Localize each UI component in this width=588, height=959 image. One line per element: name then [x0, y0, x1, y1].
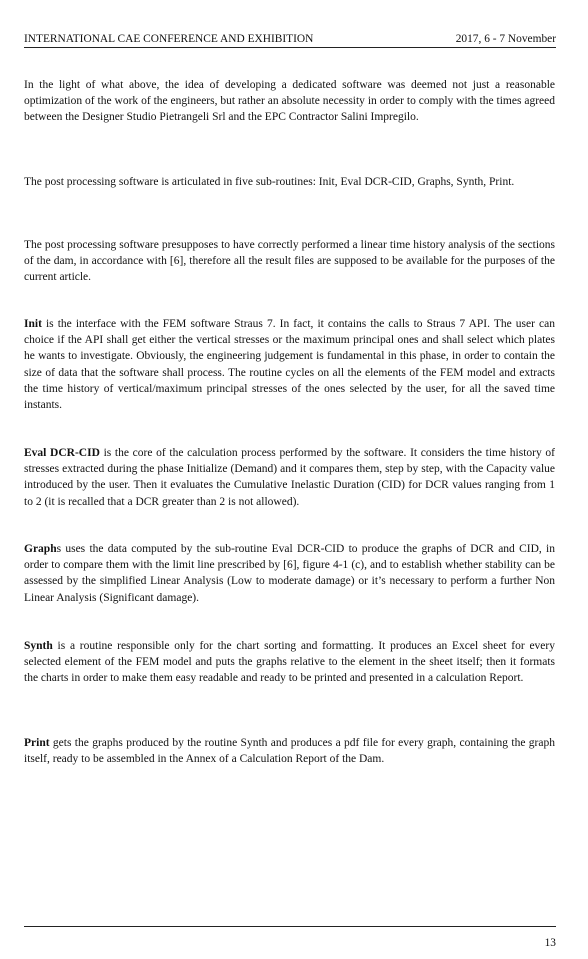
paragraph-text: is the interface with the FEM software Straus 7. In fact, it contains the calls to Straus 7 API. The user can choice if the API shall get either the vertical stresses or the maximum principal ones and shall select which plates he wants to investigate. Obviously, the engineering judgement is fundamental in this phase, in order to contain the size of data that the software shall process. The routine cycles on all the elements of the FEM model and extracts the time history of vertical/maximum principal stresses of the ones selected by the user, for all the saved time instants. [24, 318, 555, 412]
paragraph-print [24, 735, 555, 767]
subroutine-name-init: Init [24, 318, 42, 330]
paragraph-graphs [24, 541, 555, 606]
subroutine-name-eval: Eval DCR-CID [24, 447, 100, 459]
paragraph-text: The post processing software is articulated in five sub-routines: Init, Eval DCR-CID, Graphs, Synth, Print. [24, 176, 515, 188]
footer-rule [24, 926, 556, 927]
paragraph-synth [24, 638, 555, 687]
paragraph-init [24, 316, 555, 413]
paragraph-subroutines-overview [24, 174, 555, 190]
paragraph-text: s uses the data computed by the sub-routine Eval DCR-CID to produce the graphs of DCR and CID, in order to compare them with the limit line prescribed by [6], figure 4-1 (c), and to establish whether stability can be assessed by the simplified Linear Analysis (Low to moderate damage) or it’s necessary to perform a further Non Linear Analysis (Significant damage). [24, 543, 555, 604]
paragraph-eval-dcr-cid [24, 445, 555, 510]
subroutine-name-print: Print [24, 737, 50, 749]
paragraph-text: is a routine responsible only for the chart sorting and formatting. It produces an Excel sheet for every selected element of the FEM model and puts the graphs relative to the element in the sheet itself; then it formats the charts in order to make them easy readable and ready to be printed and presented in a calculation Report. [24, 640, 555, 685]
paragraph-text: gets the graphs produced by the routine Synth and produces a pdf file for every graph, containing the graph itself, ready to be assembled in the Annex of a Calculation Report of the Dam. [24, 737, 555, 766]
paragraph-text: The post processing software presupposes to have correctly performed a linear time history analysis of the sections of the dam, in accordance with [6], therefore all the result files are supposed to be available for the purposes of the current article. [24, 239, 555, 284]
paragraph-prerequisites [24, 237, 555, 286]
paragraph-motivation [24, 77, 555, 126]
subroutine-name-synth: Synth [24, 640, 53, 652]
conference-name: INTERNATIONAL CAE CONFERENCE AND EXHIBITION [24, 33, 314, 45]
page-number: 13 [544, 937, 556, 949]
paragraph-text: is the core of the calculation process performed by the software. It considers the time history of stresses extracted during the phase Initialize (Demand) and it compares them, step by step, with the Capacity value introduced by the user. Then it evaluates the Cumulative Inelastic Duration (CID) for DCR values ranging from 1 to 2 (it is recalled that a DCR greater than 2 is not allowed). [24, 447, 555, 508]
conference-date: 2017, 6 - 7 November [455, 33, 556, 45]
running-header [24, 33, 556, 48]
subroutine-name-graphs: Graph [24, 543, 57, 555]
paragraph-text: In the light of what above, the idea of developing a dedicated software was deemed not just a reasonable optimization of the work of the engineers, but rather an absolute necessity in order to comply with the times agreed between the Designer Studio Pietrangeli Srl and the EPC Contractor Salini Impregilo. [24, 79, 555, 124]
